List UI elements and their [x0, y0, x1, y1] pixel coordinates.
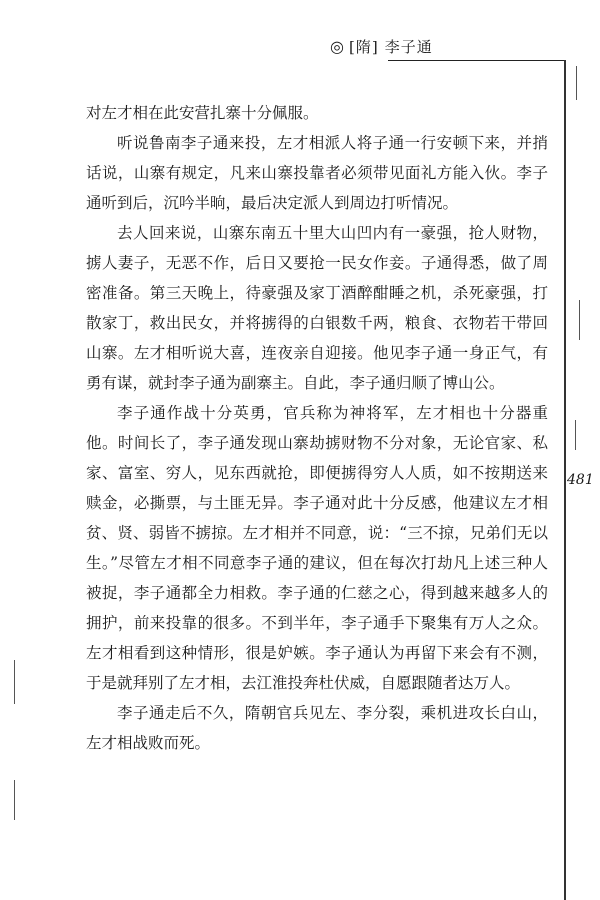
paragraph: 去人回来说，山寨东南五十里大山凹内有一豪强，抢人财物，掳人妻子，无恶不作，后日又要抢一民女作妾。子通得悉，做了周密准备。第三天晚上，待豪强及家丁酒醉酣睡之机，杀死豪强，打散家丁，救出民女，并将掳得的白银数千两，粮食、衣物若干带回山寨。左才相听说大喜，连夜亲自迎接。他见李子通一身正气，有勇有谋，就封李子通为副寨主。自此，李子通归顺了博山公。: [86, 224, 548, 392]
paragraph: 对左才相在此安营扎寨十分佩服。: [86, 104, 319, 122]
header-rule: [388, 60, 564, 61]
paragraph: 李子通作战十分英勇，官兵称为神将军，左才相也十分器重他。时间长了，李子通发现山寨劫掳财物不分对象，无论官家、私家、富室、穷人，见东西就抢，即便掳得穷人人质，如不按期送来赎金，必撕票，与土匪无异。李子通对此十分反感，他建议左才相贫、贤、弱皆不掳掠。左才相并不同意，说：“三不掠，兄弟们无以生。”尽管左才相不同意李子通的建议，但在每次打劫凡上述三种人被捉，李子通都全力相救。李子通的仁慈之心，得到越来越多人的拥护，前来投靠的很多。不到半年，李子通手下聚集有万人之众。左才相看到这种情形，很是妒嫉。李子通认为再留下来会有不测，于是就拜别了左才相，去江淮投奔杜伏威，自愿跟随者达万人。: [86, 404, 548, 692]
paragraph: 李子通走后不久，隋朝官兵见左、李分裂，乘机进攻长白山，左才相战败而死。: [86, 704, 548, 752]
paragraph: 听说鲁南李子通来投，左才相派人将子通一行安顿下来，并捎话说，山寨有规定，凡来山寨投靠者必须带见面礼方能入伙。李子通听到后，沉吟半晌，最后决定派人到周边打听情况。: [86, 134, 548, 212]
right-margin-rule: [564, 60, 566, 900]
chapter-title: 李子通: [384, 38, 433, 56]
body-text: [86, 98, 548, 758]
margin-tick: [576, 66, 577, 100]
margin-tick: [14, 660, 15, 704]
margin-tick: [579, 300, 580, 340]
double-circle-icon: ◎: [330, 37, 345, 56]
margin-tick: [14, 780, 15, 820]
dynasty-label: [隋]: [348, 38, 379, 56]
page-number: 481: [567, 472, 594, 488]
margin-tick: [575, 420, 576, 450]
running-header: [330, 36, 433, 57]
